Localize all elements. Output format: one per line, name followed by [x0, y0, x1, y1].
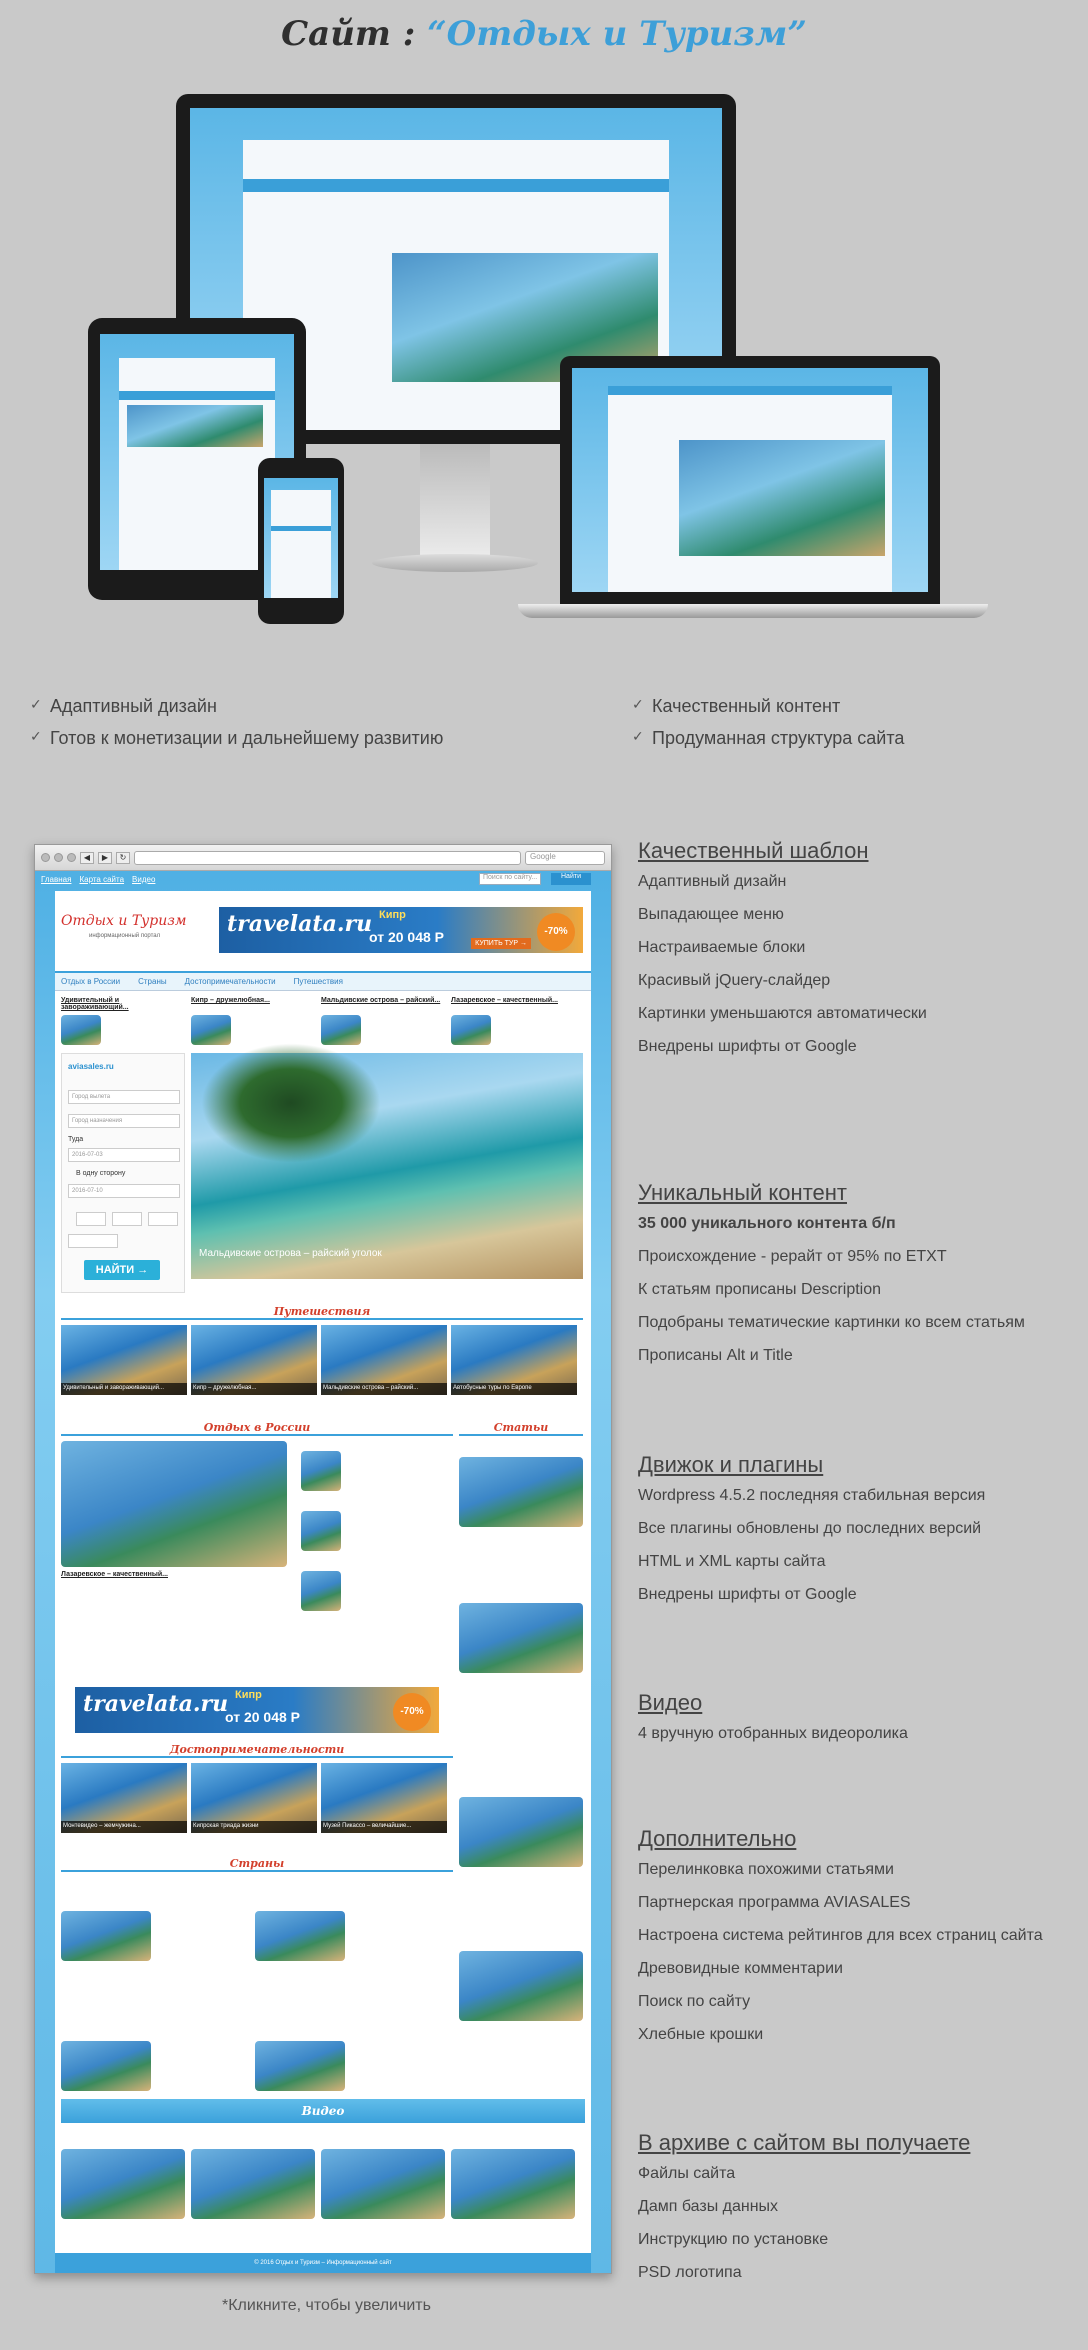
slider-caption: Мальдивские острова – райский уголок	[199, 1248, 382, 1259]
article-thumb	[459, 1951, 583, 2021]
back-icon: ◀	[80, 852, 94, 864]
reload-icon: ↻	[116, 852, 130, 864]
aviasales-widget	[61, 1053, 185, 1293]
laptop-mockup	[560, 356, 940, 604]
country-thumb	[255, 2041, 345, 2091]
date-to-input: 2016-07-10	[68, 1184, 180, 1198]
post-thumb	[321, 1015, 361, 1045]
top-post: Мальдивские острова – райский...	[321, 997, 441, 1004]
detail-item: PSD логотипа	[638, 2264, 742, 2281]
travel-tile: Мальдивские острова – райский...	[321, 1325, 447, 1395]
section-heading: Движок и плагины	[638, 1452, 824, 1477]
detail-item: Настраиваемые блоки	[638, 939, 806, 956]
country-thumb	[61, 1911, 151, 1961]
post-thumb	[451, 1015, 491, 1045]
address-bar	[134, 851, 521, 865]
russia-main-post: Лазаревское – качественный...	[61, 1571, 168, 1578]
details-archive	[638, 2130, 970, 2297]
menu-item: Страны	[138, 977, 167, 986]
travelata-banner: travelata.ru Кипр от 20 048 Р -70% КУПИТЬ ТУР →	[219, 907, 583, 953]
class-select	[68, 1234, 118, 1248]
main-slider	[191, 1053, 583, 1279]
top-link: Видео	[132, 875, 156, 884]
detail-item: 4 вручную отобранных видеоролика	[638, 1725, 908, 1742]
passengers-adults	[76, 1212, 106, 1226]
passengers-children	[112, 1212, 142, 1226]
russia-main-image	[61, 1441, 287, 1567]
video-thumb	[191, 2149, 315, 2219]
site-content	[55, 891, 591, 2273]
section-heading: В архиве с сайтом вы получаете	[638, 2130, 971, 2155]
site-logo: Отдых и Туризм	[61, 913, 187, 929]
video-thumb	[61, 2149, 185, 2219]
main-menu	[55, 971, 591, 991]
aviasales-logo: aviasales.ru	[68, 1062, 114, 1071]
to-city-input: Город назначения	[68, 1114, 180, 1128]
country-thumb	[255, 1911, 345, 1961]
monitor-stand	[420, 444, 490, 564]
travel-tile: Кипр – дружелюбная...	[191, 1325, 317, 1395]
post-thumb	[61, 1015, 101, 1045]
oneway-checkbox: В одну сторону	[76, 1170, 126, 1177]
page-title: Сайт : “Отдых и Туризм”	[281, 14, 807, 54]
search-flights-button: НАЙТИ →	[84, 1260, 160, 1280]
detail-item: Инструкцию по установке	[638, 2231, 829, 2248]
section-heading: Видео	[638, 1690, 703, 1715]
detail-item: Дамп базы данных	[638, 2198, 779, 2215]
browser-chrome	[35, 845, 611, 871]
site-page	[35, 871, 611, 2273]
section-heading: Качественный шаблон	[638, 838, 869, 863]
section-articles: Статьи	[459, 1421, 583, 1436]
detail-item: Прописаны Alt и Title	[638, 1347, 793, 1364]
browser-search: Google	[525, 851, 605, 865]
detail-item: Красивый jQuery-слайдер	[638, 972, 831, 989]
details-video	[638, 1690, 908, 1758]
detail-item: Перелинковка похожими статьями	[638, 1861, 894, 1878]
section-travel: Путешествия	[61, 1305, 583, 1320]
details-engine	[638, 1452, 985, 1619]
site-search-input: Поиск по сайту...	[479, 873, 541, 885]
laptop-base	[518, 604, 988, 618]
post-thumb	[301, 1571, 341, 1611]
post-thumb	[301, 1451, 341, 1491]
window-dot	[67, 853, 76, 862]
features-left	[30, 696, 443, 760]
top-link: Карта сайта	[79, 875, 125, 884]
phone-mockup	[258, 458, 344, 624]
menu-item: Отдых в России	[61, 977, 121, 986]
palm-graphic	[201, 1043, 381, 1163]
forward-icon: ▶	[98, 852, 112, 864]
video-thumb	[451, 2149, 575, 2219]
details-extra	[638, 1826, 1043, 2059]
detail-item: Все плагины обновлены до последних версий	[638, 1520, 982, 1537]
site-preview-screenshot[interactable]	[34, 844, 612, 2274]
detail-item: Wordpress 4.5.2 последняя стабильная версия	[638, 1487, 986, 1504]
date-from-input: 2016-07-03	[68, 1148, 180, 1162]
feature-item: ✓ Готов к монетизации и дальнейшему развитию	[30, 728, 443, 749]
detail-item: Партнерская программа AVIASALES	[638, 1894, 911, 1911]
details-template	[638, 838, 927, 1071]
top-post: Лазаревское – качественный...	[451, 997, 558, 1004]
feature-item: ✓ Адаптивный дизайн	[30, 696, 443, 717]
detail-item: Адаптивный дизайн	[638, 873, 787, 890]
post-thumb	[301, 1511, 341, 1551]
travel-tile: Автобусные туры по Европе	[451, 1325, 577, 1395]
window-dot	[54, 853, 63, 862]
menu-item: Достопримечательности	[184, 977, 276, 986]
video-thumb	[321, 2149, 445, 2219]
sight-tile: Кипрская триада жизни	[191, 1763, 317, 1833]
section-russia: Отдых в России	[61, 1421, 453, 1436]
site-logo-sub: информационный портал	[89, 933, 161, 939]
from-city-input: Город вылета	[68, 1090, 180, 1104]
top-links	[41, 875, 155, 884]
detail-item: Подобраны тематические картинки ко всем статьям	[638, 1314, 1025, 1331]
features-right	[632, 696, 904, 760]
detail-item: Файлы сайта	[638, 2165, 736, 2182]
top-post: Кипр – дружелюбная...	[191, 997, 270, 1004]
detail-item: Древовидные комментарии	[638, 1960, 843, 1977]
article-thumb	[459, 1797, 583, 1867]
detail-item: Картинки уменьшаются автоматически	[638, 1005, 927, 1022]
menu-item: Путешествия	[293, 977, 343, 986]
details-content	[638, 1180, 1025, 1380]
window-dot	[41, 853, 50, 862]
site-search-button: Найти	[551, 873, 591, 885]
country-thumb	[61, 2041, 151, 2091]
feature-item: ✓ Продуманная структура сайта	[632, 728, 904, 749]
there-label: Туда	[68, 1136, 84, 1143]
detail-item: Настроена система рейтингов для всех страниц сайта	[638, 1927, 1043, 1944]
top-post: Удивительный и завораживающий...	[61, 997, 129, 1011]
article-thumb	[459, 1603, 583, 1673]
detail-item-bold: 35 000 уникального контента б/п	[638, 1215, 896, 1232]
feature-item: ✓ Качественный контент	[632, 696, 904, 717]
detail-item: Внедрены шрифты от Google	[638, 1586, 857, 1603]
detail-item: Хлебные крошки	[638, 2026, 764, 2043]
section-countries: Страны	[61, 1857, 453, 1872]
section-heading: Уникальный контент	[638, 1180, 847, 1205]
click-to-enlarge-note: *Кликните, чтобы увеличить	[222, 2297, 431, 2314]
detail-item: Происхождение - рерайт от 95% по ETXT	[638, 1248, 947, 1265]
post-thumb	[191, 1015, 231, 1045]
detail-item: Внедрены шрифты от Google	[638, 1038, 857, 1055]
monitor-foot	[372, 554, 538, 572]
top-link: Главная	[41, 875, 72, 884]
article-thumb	[459, 1457, 583, 1527]
travel-tile: Удивительный и завораживающий...	[61, 1325, 187, 1395]
sight-tile: Монтевидео – жемчужина...	[61, 1763, 187, 1833]
passengers-infants	[148, 1212, 178, 1226]
detail-item: Поиск по сайту	[638, 1993, 751, 2010]
site-footer: © 2016 Отдых и Туризм – Информационный сайт	[55, 2253, 591, 2273]
detail-item: Выпадающее меню	[638, 906, 784, 923]
sight-tile: Музей Пикассо – величайшие...	[321, 1763, 447, 1833]
section-video: Видео	[61, 2099, 585, 2123]
detail-item: HTML и XML карты сайта	[638, 1553, 826, 1570]
detail-item: К статьям прописаны Description	[638, 1281, 882, 1298]
device-mockups[interactable]	[0, 88, 1088, 648]
section-sights: Достопримечательности	[61, 1743, 453, 1758]
section-heading: Дополнительно	[638, 1826, 797, 1851]
travelata-banner-2: travelata.ru Кипр от 20 048 Р -70%	[75, 1687, 439, 1733]
